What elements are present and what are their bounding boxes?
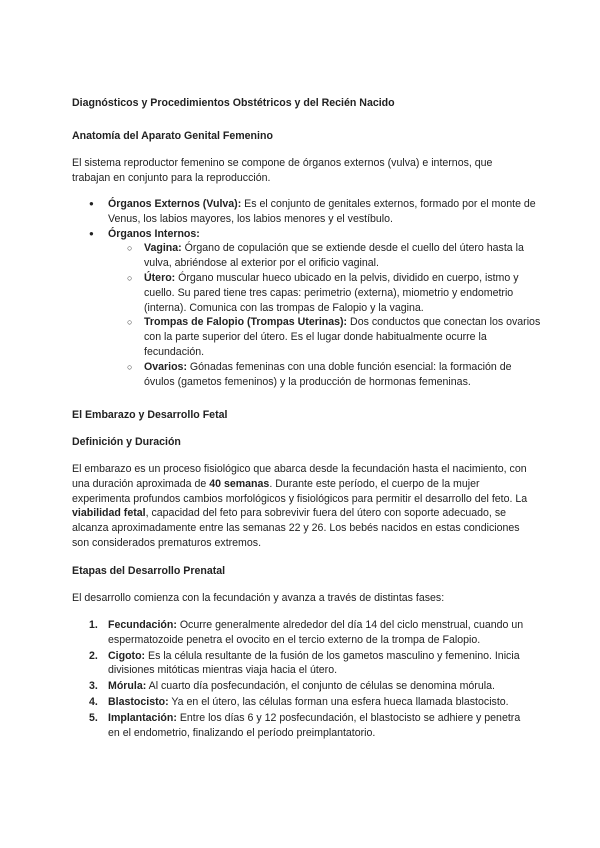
stage-number: 4. xyxy=(89,695,98,708)
definition-text-3: , capacidad del feto para sobrevivir fuera del útero con soporte adecuado, se alcanza aproximadamente entre las semanas 22 y 26. Los bebés nacidos en estas condiciones son considerados prematuros extremos. xyxy=(72,507,520,549)
anatomy-heading: Anatomía del Aparato Genital Femenino xyxy=(72,130,273,142)
stage-item-blastocisto xyxy=(72,695,534,710)
stage-term: Fecundación: xyxy=(108,619,177,631)
stage-item-morula xyxy=(72,679,534,694)
internal-organs-term: Órganos Internos: xyxy=(108,227,200,240)
stage-term: Implantación: xyxy=(108,711,177,724)
stage-term: Cigoto: xyxy=(108,649,146,662)
sublist-item-uterus xyxy=(108,271,542,315)
stages-list xyxy=(72,618,534,741)
weeks-emphasis: 40 semanas xyxy=(209,477,270,490)
stage-text: Ya en el útero, las células forman una esfera hueca llamada blastocisto. xyxy=(168,695,509,708)
document-title: Diagnósticos y Procedimientos Obstétricos y del Recién Nacido xyxy=(72,97,395,109)
organ-list xyxy=(72,197,542,389)
stage-item-implantacion xyxy=(72,711,534,741)
list-item-internal-organs xyxy=(72,227,542,390)
vagina-term: Vagina: xyxy=(144,242,182,255)
definition-text-1: El embarazo es un proceso fisiológico que abarca desde la fecundación hasta el nacimiento, con una duración aproximada de xyxy=(72,463,527,490)
uterus-text: Órgano muscular hueco ubicado en la pelvis, dividido en cuerpo, istmo y cuello. Su pared tiene tres capas: perimetrio (externa), miometrio y endometrio (interna). Comunica con las trompas de Falopio y la vagina. xyxy=(144,271,519,314)
internal-organs-sublist xyxy=(108,241,542,389)
stages-heading: Etapas del Desarrollo Prenatal xyxy=(72,565,226,577)
external-organs-term: Órganos Externos (Vulva): xyxy=(108,198,242,210)
stage-number: 5. xyxy=(89,711,98,724)
stage-term: Blastocisto: xyxy=(108,695,169,708)
stage-text: Ocurre generalmente alrededor del día 14 del ciclo menstrual, cuando un espermatozoide penetra el ovocito en el tercio externo de la trompa de Falopio. xyxy=(108,619,524,646)
stage-number: 1. xyxy=(89,619,98,631)
fallopian-tubes-text: Dos conductos que conectan los ovarios con la parte superior del útero. Es el lugar donde habitualmente ocurre la fecundación. xyxy=(144,316,541,358)
definition-heading: Definición y Duración xyxy=(72,436,181,448)
sublist-item-fallopian-tubes xyxy=(108,315,542,359)
list-item-external-organs xyxy=(72,197,542,227)
sublist-item-vagina xyxy=(108,241,542,271)
pregnancy-heading: El Embarazo y Desarrollo Fetal xyxy=(72,409,228,421)
vagina-text: Órgano de copulación que se extiende desde el cuello del útero hasta la vulva, abriéndose al exterior por el orificio vaginal. xyxy=(144,242,524,270)
definition-text-2: . Durante este período, el cuerpo de la mujer experimenta profundos cambios morfológicos y fisiológicos para permitir el desarrollo del feto. La xyxy=(72,477,528,505)
ovaries-text: Gónadas femeninas con una doble función esencial: la formación de óvulos (gametos femeninos) y la producción de hormonas femeninas. xyxy=(144,360,512,388)
sublist-item-ovaries xyxy=(108,360,542,390)
ovaries-term: Ovarios: xyxy=(144,360,187,373)
stage-term: Mórula: xyxy=(108,680,147,693)
stage-item-fecundacion xyxy=(72,618,534,648)
stage-item-cigoto xyxy=(72,649,534,679)
uterus-term: Útero: xyxy=(144,271,176,284)
stage-number: 2. xyxy=(89,649,98,662)
stage-number: 3. xyxy=(89,680,98,693)
fallopian-tubes-term: Trompas de Falopio (Trompas Uterinas): xyxy=(144,316,348,329)
anatomy-intro: El sistema reproductor femenino se compone de órganos externos (vulva) e internos, que trabajan en conjunto para la reproducción. xyxy=(72,157,493,184)
stage-text: Al cuarto día posfecundación, el conjunto de células se denomina mórula. xyxy=(146,680,495,693)
definition-paragraph xyxy=(72,462,530,551)
viability-emphasis: viabilidad fetal xyxy=(72,507,146,520)
stage-text: Es la célula resultante de la fusión de los gametos masculino y femenino. Inicia divisiones mitóticas mientras viaja hacia el útero. xyxy=(108,649,520,677)
stage-text: Entre los días 6 y 12 posfecundación, el blastocisto se adhiere y penetra en el endometrio, finalizando el período preimplantatorio. xyxy=(108,711,521,739)
stages-intro: El desarrollo comienza con la fecundación y avanza a través de distintas fases: xyxy=(72,592,445,604)
external-organs-text: Es el conjunto de genitales externos, formado por el monte de Venus, los labios mayores, los labios menores y el vestíbulo. xyxy=(108,198,536,225)
